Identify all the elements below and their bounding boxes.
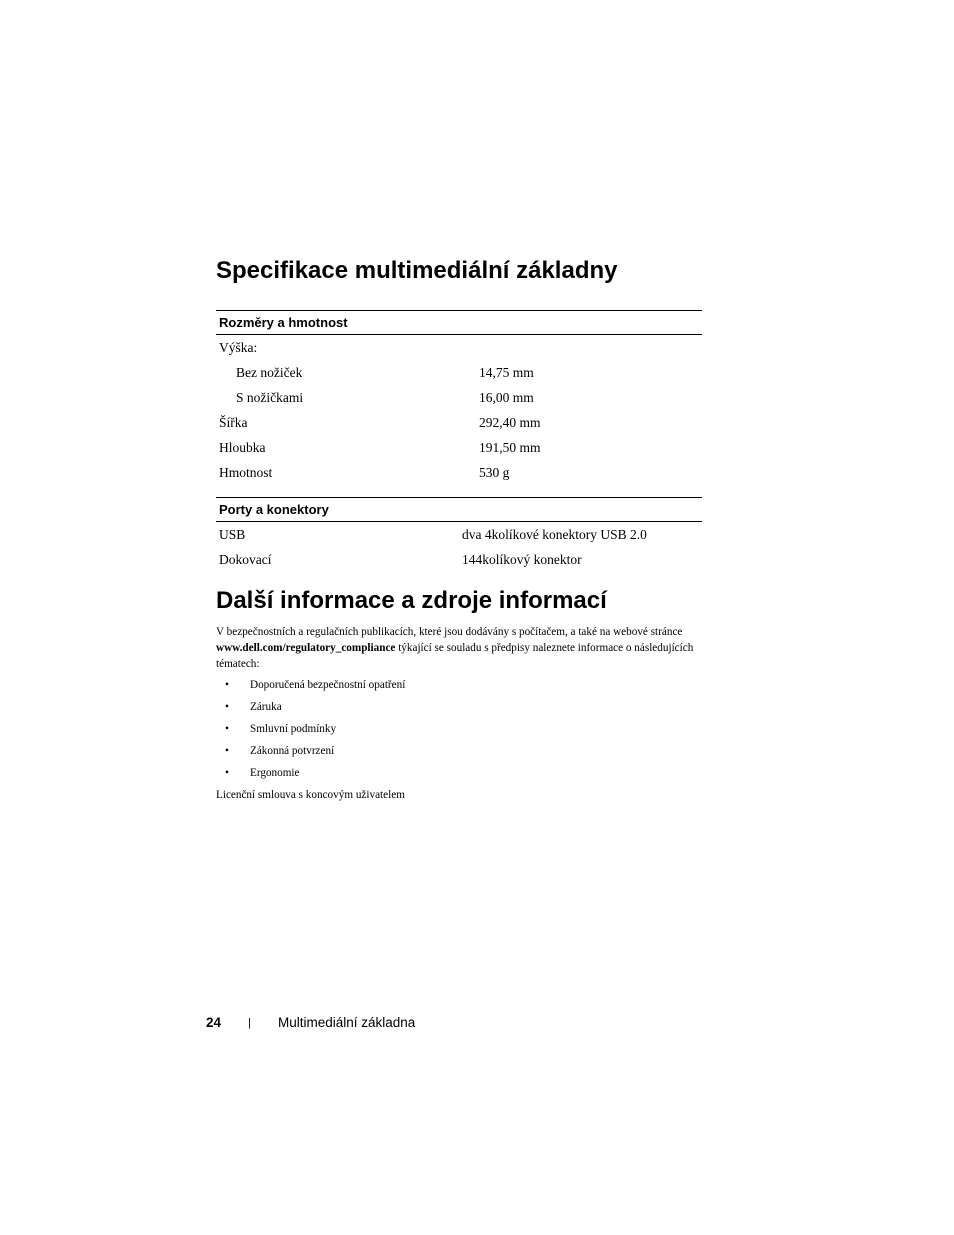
- list-item-text: Zákonná potvrzení: [250, 745, 335, 757]
- row-label: Dokovací: [219, 551, 272, 567]
- bullet-icon: •: [225, 767, 229, 779]
- section-title-specifications: Specifikace multimediální základny: [216, 257, 618, 284]
- regulatory-link[interactable]: www.dell.com/regulatory_compliance: [216, 642, 396, 654]
- ports-table: [216, 497, 702, 572]
- intro-text-before: V bezpečnostních a regulačních publikacích, které jsou dodávány s počítačem, a také na webové stránce: [216, 626, 683, 638]
- row-value: 530 g: [479, 464, 510, 480]
- row-value: 191,50 mm: [479, 439, 541, 455]
- row-value: 292,40 mm: [479, 414, 541, 430]
- list-item: [216, 676, 405, 698]
- table-row: [216, 435, 702, 460]
- table-row: [216, 410, 702, 435]
- bullet-icon: •: [225, 723, 229, 735]
- intro-paragraph: [216, 624, 712, 672]
- list-item: [216, 742, 405, 764]
- row-label: Bez nožiček: [236, 364, 303, 380]
- list-item: [216, 698, 405, 720]
- list-item: [216, 764, 405, 786]
- bullet-icon: •: [225, 679, 229, 691]
- row-value: [476, 335, 702, 361]
- list-item-text: Doporučená bezpečnostní opatření: [250, 679, 406, 691]
- list-item: [216, 720, 405, 742]
- topic-list: [216, 676, 405, 786]
- row-label: Hmotnost: [219, 464, 273, 480]
- table-row: [216, 522, 702, 548]
- table-header-dimensions: Rozměry a hmotnost: [216, 311, 702, 335]
- section-title-more-info: Další informace a zdroje informací: [216, 587, 607, 614]
- footer-separator: |: [248, 1017, 251, 1029]
- list-item-text: Záruka: [250, 701, 282, 713]
- footer-title: Multimediální základna: [278, 1015, 416, 1030]
- intro-text-after: týkající se souladu s předpisy naleznete informace o následujících tématech:: [216, 642, 694, 670]
- license-agreement-text: Licenční smlouva s koncovým uživatelem: [216, 789, 405, 801]
- list-item-text: Smluvní podmínky: [250, 723, 337, 735]
- table-row: [216, 547, 702, 572]
- row-label: Výška:: [219, 339, 258, 355]
- list-item-text: Ergonomie: [250, 767, 300, 779]
- row-label: Hloubka: [219, 439, 266, 455]
- page-number: 24: [206, 1015, 222, 1030]
- row-value: 16,00 mm: [479, 389, 534, 405]
- table-row: [216, 385, 702, 410]
- bullet-icon: •: [225, 701, 229, 713]
- row-value: 144kolíkový konektor: [462, 551, 582, 567]
- row-value: 14,75 mm: [479, 364, 534, 380]
- bullet-icon: •: [225, 745, 229, 757]
- table-row: [216, 335, 702, 361]
- table-row: [216, 460, 702, 485]
- table-row: [216, 360, 702, 385]
- row-label: USB: [219, 526, 246, 542]
- row-label: S nožičkami: [236, 389, 304, 405]
- dimensions-table: [216, 310, 702, 485]
- table-header-ports: Porty a konektory: [216, 498, 702, 522]
- row-label: Šířka: [219, 414, 248, 430]
- row-value: dva 4kolíkové konektory USB 2.0: [462, 526, 647, 542]
